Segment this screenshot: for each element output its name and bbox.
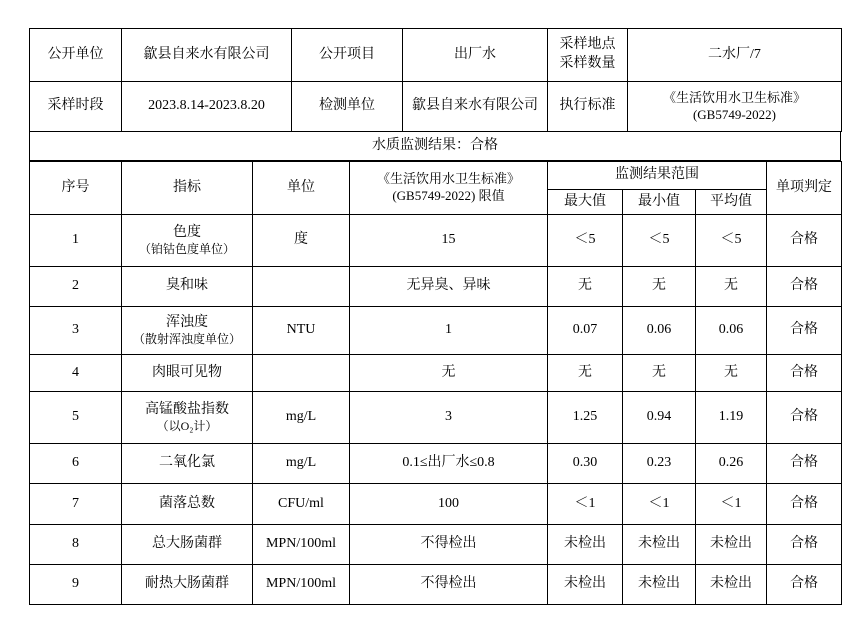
unit-cell: NTU (253, 307, 350, 355)
sampling-period-value: 2023.8.14-2023.8.20 (122, 82, 292, 132)
header-indicator: 指标 (122, 162, 253, 215)
judgement-cell: 合格 (767, 525, 842, 565)
indicator-cell (122, 307, 253, 355)
unit-cell: MPN/100ml (253, 525, 350, 565)
avg-cell: ＜5 (696, 215, 767, 267)
header-max: 最大值 (548, 190, 623, 215)
max-cell: 1.25 (548, 392, 623, 444)
unit-cell: CFU/ml (253, 484, 350, 525)
indicator-cell (122, 444, 253, 484)
judgement-cell: 合格 (767, 215, 842, 267)
seq-cell: 8 (30, 525, 122, 565)
indicator-sub: （散射浑浊度单位） (132, 332, 241, 347)
indicator-name: 高锰酸盐指数 (145, 401, 229, 417)
header-min: 最小值 (623, 190, 696, 215)
sampling-site-label-line1: 采样地点 (559, 37, 616, 53)
result-banner: 水质监测结果：合格 (29, 131, 841, 161)
unit-cell: mg/L (253, 392, 350, 444)
avg-cell: 未检出 (696, 525, 767, 565)
seq-cell: 7 (30, 484, 122, 525)
indicator-name: 总大肠菌群 (152, 536, 222, 552)
limit-cell: 不得检出 (350, 525, 548, 565)
unit-cell: MPN/100ml (253, 565, 350, 605)
avg-cell: ＜1 (696, 484, 767, 525)
indicator-cell (122, 267, 253, 307)
min-cell: 0.94 (623, 392, 696, 444)
table-row (30, 267, 842, 307)
min-cell: 无 (623, 267, 696, 307)
sampling-site-value: 二水厂/7 (628, 29, 842, 82)
judgement-cell: 合格 (767, 484, 842, 525)
table-row (30, 392, 842, 444)
header-avg: 平均值 (696, 190, 767, 215)
limit-cell: 不得检出 (350, 565, 548, 605)
max-cell: 无 (548, 355, 623, 392)
standard-label: 执行标准 (548, 82, 628, 132)
judgement-cell: 合格 (767, 267, 842, 307)
indicator-name: 耐热大肠菌群 (145, 576, 229, 592)
table-row (30, 565, 842, 605)
indicator-cell (122, 392, 253, 444)
indicator-cell (122, 525, 253, 565)
min-cell: 无 (623, 355, 696, 392)
indicator-cell (122, 215, 253, 267)
indicator-cell (122, 484, 253, 525)
seq-cell: 5 (30, 392, 122, 444)
unit-cell (253, 267, 350, 307)
limit-cell: 1 (350, 307, 548, 355)
indicator-name: 菌落总数 (159, 495, 215, 511)
avg-cell: 0.26 (696, 444, 767, 484)
header-seq: 序号 (30, 162, 122, 215)
testing-unit-value: 歙县自来水有限公司 (403, 82, 548, 132)
table-row (30, 355, 842, 392)
max-cell: ＜1 (548, 484, 623, 525)
sampling-site-label (548, 29, 628, 82)
data-table (29, 161, 842, 605)
indicator-name: 浑浊度 (166, 314, 208, 330)
limit-cell: 15 (350, 215, 548, 267)
standard-value-line2: (GB5749-2022) (692, 106, 777, 122)
indicator-sub: （以O₂计） (156, 419, 218, 434)
sampling-period-label: 采样时段 (30, 82, 122, 132)
public-unit-label: 公开单位 (30, 29, 122, 82)
max-cell: 0.30 (548, 444, 623, 484)
limit-cell: 0.1≤出厂水≤0.8 (350, 444, 548, 484)
public-unit-value: 歙县自来水有限公司 (122, 29, 292, 82)
seq-cell: 3 (30, 307, 122, 355)
info-table (29, 28, 842, 132)
table-row (30, 525, 842, 565)
table-row (30, 307, 842, 355)
testing-unit-label: 检测单位 (292, 82, 403, 132)
unit-cell: 度 (253, 215, 350, 267)
report-table (29, 28, 841, 605)
min-cell: 0.06 (623, 307, 696, 355)
max-cell: 未检出 (548, 525, 623, 565)
min-cell: ＜5 (623, 215, 696, 267)
header-judgement: 单项判定 (767, 162, 842, 215)
header-limit-line1: 《生活饮用水卫生标准》 (376, 171, 520, 187)
limit-cell: 无 (350, 355, 548, 392)
public-project-label: 公开项目 (292, 29, 403, 82)
header-limit (350, 162, 548, 215)
judgement-cell: 合格 (767, 444, 842, 484)
header-unit: 单位 (253, 162, 350, 215)
sampling-site-label-line2: 采样数量 (559, 56, 616, 71)
min-cell: ＜1 (623, 484, 696, 525)
indicator-name: 肉眼可见物 (152, 364, 222, 380)
limit-cell: 无异臭、异味 (350, 267, 548, 307)
seq-cell: 2 (30, 267, 122, 307)
public-project-value: 出厂水 (403, 29, 548, 82)
min-cell: 未检出 (623, 565, 696, 605)
limit-cell: 100 (350, 484, 548, 525)
header-range-group: 监测结果范围 (548, 162, 767, 190)
table-row (30, 215, 842, 267)
avg-cell: 未检出 (696, 565, 767, 605)
avg-cell: 0.06 (696, 307, 767, 355)
seq-cell: 6 (30, 444, 122, 484)
indicator-sub: （铂钴色度单位） (138, 242, 235, 257)
indicator-name: 二氧化氯 (159, 455, 215, 471)
judgement-cell: 合格 (767, 355, 842, 392)
max-cell: 0.07 (548, 307, 623, 355)
standard-value (628, 82, 842, 132)
unit-cell: mg/L (253, 444, 350, 484)
indicator-cell (122, 565, 253, 605)
min-cell: 未检出 (623, 525, 696, 565)
avg-cell: 1.19 (696, 392, 767, 444)
indicator-name: 色度 (173, 224, 201, 240)
table-row (30, 484, 842, 525)
max-cell: 未检出 (548, 565, 623, 605)
max-cell: 无 (548, 267, 623, 307)
seq-cell: 9 (30, 565, 122, 605)
table-row (30, 444, 842, 484)
avg-cell: 无 (696, 267, 767, 307)
unit-cell (253, 355, 350, 392)
limit-cell: 3 (350, 392, 548, 444)
judgement-cell: 合格 (767, 392, 842, 444)
avg-cell: 无 (696, 355, 767, 392)
indicator-name: 臭和味 (166, 278, 208, 294)
standard-value-line1: 《生活饮用水卫生标准》 (662, 89, 806, 105)
judgement-cell: 合格 (767, 565, 842, 605)
indicator-cell (122, 355, 253, 392)
seq-cell: 1 (30, 215, 122, 267)
header-limit-line2: (GB5749-2022) 限值 (392, 188, 505, 203)
min-cell: 0.23 (623, 444, 696, 484)
judgement-cell: 合格 (767, 307, 842, 355)
seq-cell: 4 (30, 355, 122, 392)
max-cell: ＜5 (548, 215, 623, 267)
